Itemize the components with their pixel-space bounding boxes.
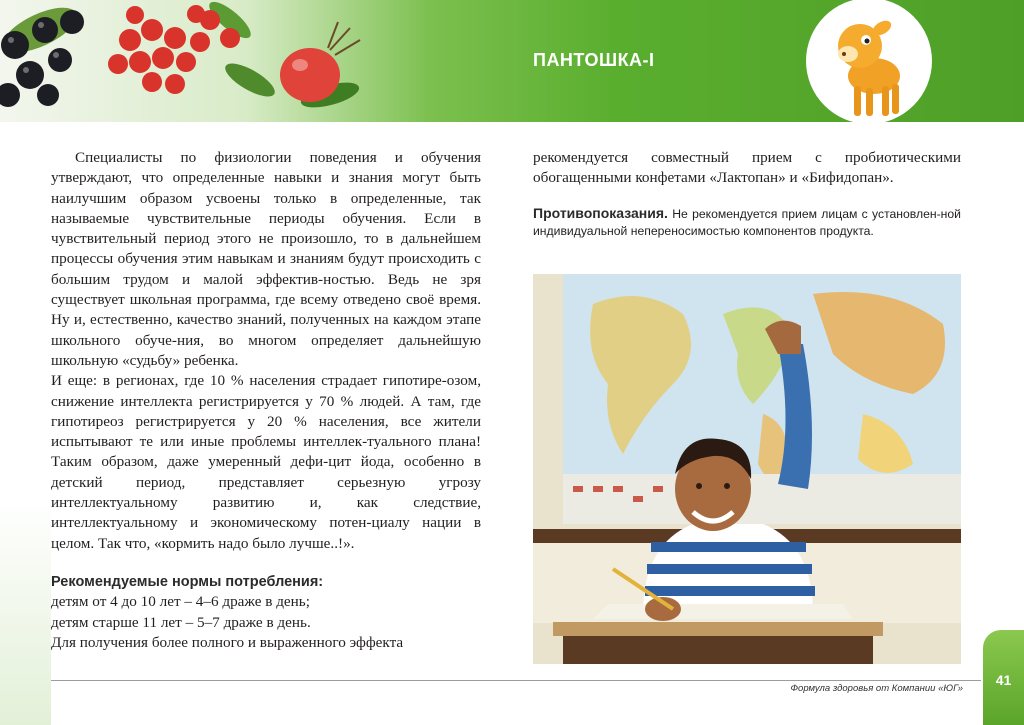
norms-heading: Рекомендуемые нормы потребления: <box>51 573 324 590</box>
continuation-paragraph: рекомендуется совместный прием с пробиотическими обогащенными конфетами «Лактопан» и «Бифидопан». <box>533 149 961 187</box>
header-banner <box>0 0 1024 122</box>
footer-credit: Формула здоровья от Компании «ЮГ» <box>790 683 963 694</box>
contraindications-paragraph <box>533 205 961 240</box>
right-column <box>533 148 961 240</box>
page-title: ПАНТОШКА-I <box>533 50 655 70</box>
decorative-fade <box>0 500 51 725</box>
footer-divider <box>51 680 981 681</box>
intro-paragraph: Специалисты по физиологии поведения и обучения утверждают, что определенные навыки и знания могут быть наилучшим образом усвоены только в определенные, так называемые чувствительные периоды обучения. Если в чувствительный период этого не произошло, то в дальнейшем процессы обучения этим навыкам и знаниям будут происходить с большим трудом и малой эффектив-ностью. Ведь не зря существует школьная программа, где всему отведено своё время. Ну и, естественно, качество знаний, полученных на каждом этапе школьного обуче-ния, во многом определяет дальнейшую школьную «судьбу» ребенка. <box>51 149 481 369</box>
iodine-paragraph: И еще: в регионах, где 10 % населения страдает гипотире-озом, снижение интеллекта регистрируется у 70 % людей. А там, где гипотиреоз регистрируется у 20 % населения, все жители испытывают те или иные проблемы интеллек-туального плана! Таким образом, даже умеренный дефи-цит йода, особенно в детский период, представляет серьезную угрозу интеллектуальному развитию и, как следствие, интеллектуальному и экономическому потен-циалу нации в целом. Так что, «кормить надо было лучше..!». <box>51 372 481 552</box>
norm-line-3: Для получения более полного и выраженного эффекта <box>51 633 404 651</box>
norm-line-2: детям старше 11 лет – 5–7 драже в день. <box>51 613 311 631</box>
contraindications-text: Не рекомендуется прием лицам с установлен-ной индивидуальной непереносимостью компонентов продукта. <box>533 206 961 238</box>
schoolboy-illustration <box>533 274 961 664</box>
deer-mascot-icon <box>806 0 932 122</box>
schoolboy-photo <box>533 274 961 664</box>
page-number: 41 <box>995 672 1012 688</box>
berries-illustration <box>0 0 380 122</box>
norm-line-1: детям от 4 до 10 лет – 4–6 драже в день; <box>51 593 310 611</box>
mascot-badge <box>806 0 932 122</box>
left-column <box>51 148 481 653</box>
contraindications-heading: Противопоказания. <box>533 204 668 221</box>
